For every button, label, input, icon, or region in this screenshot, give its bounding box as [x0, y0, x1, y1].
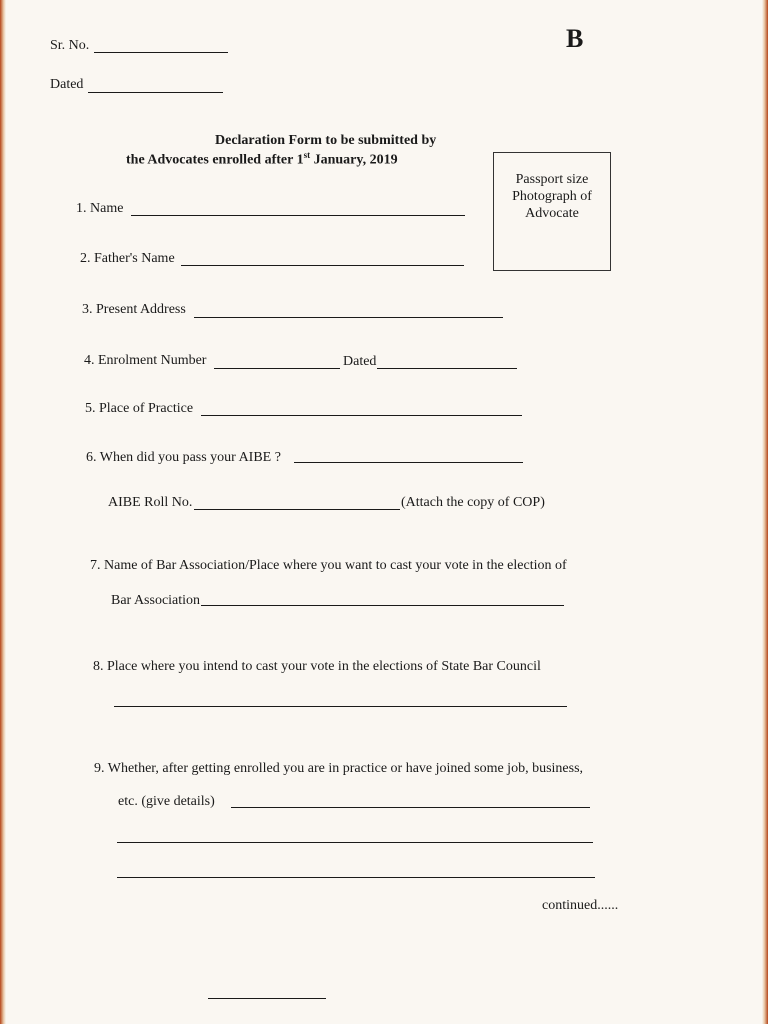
photo-box-line-2: Photograph of: [512, 189, 592, 204]
aibe-pass-field[interactable]: [294, 462, 523, 463]
dated-label: Dated: [50, 77, 84, 92]
title-line-1: Declaration Form to be submitted by: [215, 133, 437, 148]
aibe-roll-label: AIBE Roll No.: [108, 495, 193, 510]
details-field-1[interactable]: [231, 807, 590, 808]
aibe-pass-label: 6. When did you pass your AIBE ?: [86, 450, 281, 465]
paper-edge-right: [762, 0, 768, 1024]
dated-field[interactable]: [88, 92, 223, 93]
present-address-field[interactable]: [194, 317, 503, 318]
enrolment-dated-field[interactable]: [377, 368, 517, 369]
continued-note: continued......: [542, 898, 619, 913]
enrolment-number-field[interactable]: [214, 368, 340, 369]
state-bar-council-question: 8. Place where you intend to cast your vote in the elections of State Bar Council: [93, 659, 541, 674]
place-of-practice-label: 5. Place of Practice: [85, 401, 194, 416]
details-field-2[interactable]: [117, 842, 593, 843]
name-field[interactable]: [131, 215, 465, 216]
practice-status-question: 9. Whether, after getting enrolled you are in practice or have joined some job, business,: [94, 761, 584, 776]
bar-association-question: 7. Name of Bar Association/Place where you want to cast your vote in the election of: [90, 558, 567, 573]
sr-no-label: Sr. No.: [50, 38, 90, 53]
paper-edge-left: [0, 0, 6, 1024]
aibe-roll-field[interactable]: [194, 509, 400, 510]
bar-association-field[interactable]: [201, 605, 564, 606]
place-of-practice-field[interactable]: [201, 415, 522, 416]
present-address-label: 3. Present Address: [82, 302, 186, 317]
photo-box-line-1: Passport size: [515, 172, 589, 187]
state-bar-council-field[interactable]: [114, 706, 567, 707]
attach-cop-note: (Attach the copy of COP): [401, 495, 545, 510]
sr-no-field[interactable]: [94, 52, 228, 53]
enrolment-number-label: 4. Enrolment Number: [84, 353, 207, 368]
fathers-name-label: 2. Father's Name: [80, 251, 175, 266]
give-details-label: etc. (give details): [118, 794, 215, 809]
signature-line[interactable]: [208, 998, 326, 999]
form-letter: B: [566, 24, 584, 53]
enrolment-dated-label: Dated: [343, 354, 377, 369]
details-field-3[interactable]: [117, 877, 595, 878]
photo-box-line-3: Advocate: [525, 206, 579, 221]
title-line-2: the Advocates enrolled after 1st January, 2019: [126, 150, 398, 168]
passport-photo-box[interactable]: [493, 152, 611, 271]
fathers-name-field[interactable]: [181, 265, 464, 266]
name-label: 1. Name: [76, 201, 124, 216]
bar-association-label: Bar Association: [111, 593, 201, 608]
